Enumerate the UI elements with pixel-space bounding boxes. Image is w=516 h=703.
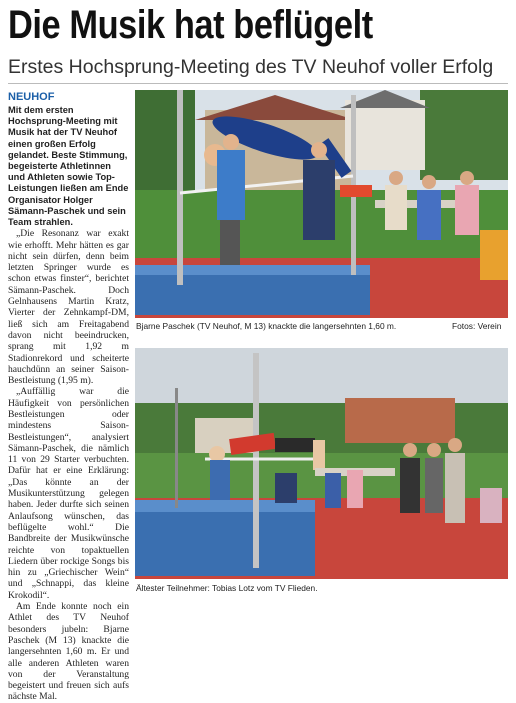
subheadline: Erstes Hochsprung-Meeting des TV Neuhof voller Erfolg	[8, 56, 494, 78]
body-paragraph-3: Am Ende konnte noch ein Athlet des TV Neuhof besonders jubeln: Bjarne Paschek (M 13) knackte die langersehnten 1,60 m. Er und alle anderen Athleten waren von der Veranstaltung begeistert und freuen sich aufs nächste Mal.	[8, 601, 129, 703]
headline: Die Musik hat beflügelt	[8, 3, 373, 47]
photo-caption-1: Bjarne Paschek (TV Neuhof, M 13) knackte die langersehnten 1,60 m.	[136, 321, 397, 331]
photo-high-jump	[135, 90, 508, 318]
article-body	[8, 90, 129, 703]
body-paragraph-1: „Die Resonanz war exakt wie erhofft. Mehr hätten es gar nicht sein dürfen, denn beim letzten Springer wurde es schon etwas finster“, berichtet Sämann-Paschek. Doch Gelnhausens Martin Kratz, Vierter der Zehnkampf-DM, ließ sich am Freitagabend davon nicht beeindrucken, sprang mit 1,92 m Stadionrekord und scheiterte hauchdünn an seiner Saison-Bestleistung (1,95 m).	[8, 228, 129, 387]
divider	[8, 83, 508, 84]
dateline: NEUHOF	[8, 91, 55, 103]
photo-credit: Fotos: Verein	[452, 321, 502, 331]
body-paragraph-2: „Auffällig war die Häufigkeit von persönlichen Bestleistungen oder mindestens Saison-Bestleistungen“, analysiert Sämann-Paschek, die nämlich 11 von 29 Starter verbuchten. Dafür hat er eine Erklärung: „Das könnte an der Musikunterstützung gelegen haben. Jeder durfte sich seinen Anlaufsong wünschen, das beflügelte wohl.“ Die Bandbreite der Musikwünsche reichte von topaktuellen Liedern über rockige Songs bis hin zu „Griechischer Wein“ und „Schnappi, das kleine Krokodil“.	[8, 386, 129, 601]
lead-paragraph: Mit dem ersten Hochsprung-Meeting mit Musik hat der TV Neuhof einen großen Erfolg gelandet. Beste Stimmung, begeisterte Athletinnen und Athleten sowie Top-Leistungen ließen am Ende Organisator Holger Sämann-Paschek und sein Team strahlen.	[8, 105, 129, 228]
photo-oldest-participant	[135, 348, 508, 579]
photo-caption-2: Ältester Teilnehmer: Tobias Lotz vom TV Flieden.	[136, 583, 318, 593]
